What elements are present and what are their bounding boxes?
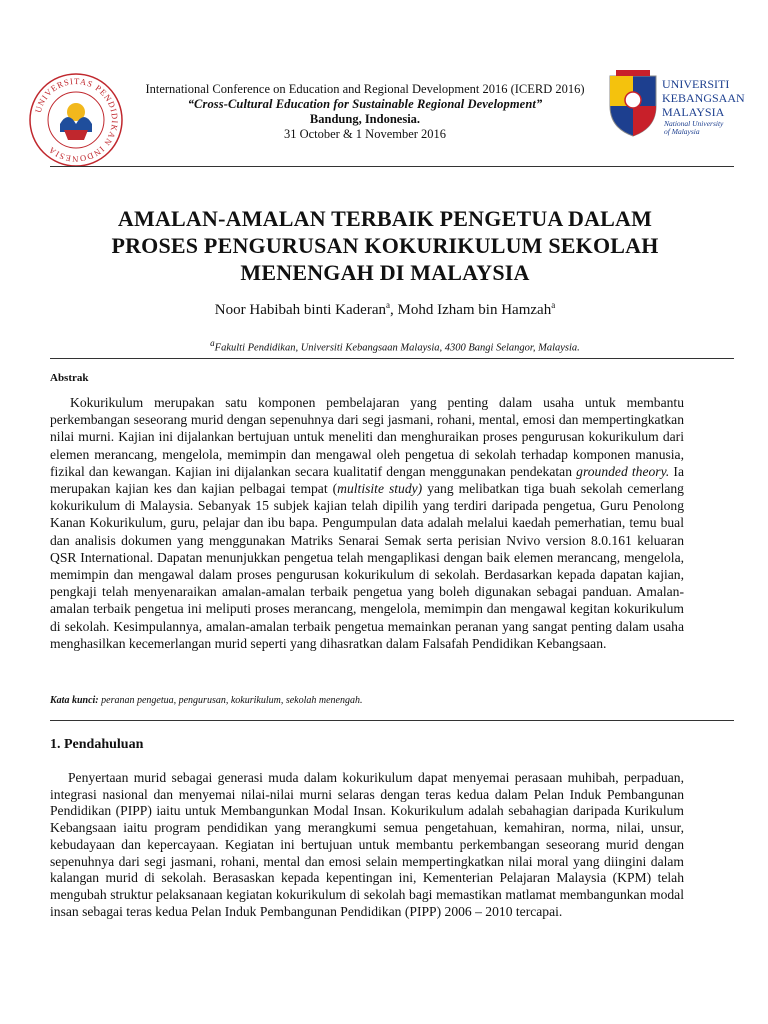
author-separator: , — [389, 302, 398, 318]
ukm-name-line2: KEBANGSAAN — [662, 91, 745, 105]
authors — [40, 300, 730, 319]
upi-logo — [26, 70, 126, 170]
affil-mark: a — [210, 338, 215, 348]
title-line: PROSES PENGURUSAN KOKURIKULUM SEKOLAH — [111, 233, 659, 258]
section-heading: 1. Pendahuluan — [50, 737, 144, 752]
affiliation-text: Fakulti Pendidikan, Universiti Kebangsaan Malaysia, 4300 Bangi Selangor, Malaysia. — [214, 342, 580, 354]
abstract-text: Ia merupakan kajian kes dan kajian pelbagai tempat ( — [50, 463, 684, 497]
conference-location: Bandung, Indonesia. — [309, 112, 421, 126]
abstract-divider — [50, 720, 734, 721]
ukm-crest-icon — [610, 70, 656, 136]
conference-header — [130, 82, 600, 142]
ukm-name-line3: MALAYSIA — [662, 105, 725, 119]
ukm-logo — [606, 70, 756, 140]
header-divider — [50, 166, 734, 167]
title-line: AMALAN-AMALAN TERBAIK PENGETUA DALAM — [117, 206, 653, 231]
affiliation — [40, 338, 750, 354]
keywords-label: Kata kunci: — [50, 695, 99, 706]
abstract-body — [50, 394, 684, 652]
abstract-text: yang melibatkan tiga buah sekolah cemerlang kokurikulum di Malaysia. Sebanyak 15 subjek kajian telah dipilih yang terdiri daripada pengetua, Guru Penolong Kanan Kokurikulum, guru, pelajar dan ibu bapa. Pengumpulan data adalah melalui kaedah pemerhatian, temu bual dan analisis dokumen yang menggunakan Matriks Senarai Semak serta perisian Nvivo version 8.0.161 keluaran QSR International. Dapatan menunjukkan pengetua telah mengaplikasi dengan baik elemen merancang, mengelola, memimpin dan mengawal dalam proses pengurusan kokurikulum di sekolah. Berdasarkan kepada dapatan kajian, pengkaji telah menyenaraikan amalan-amalan terbaik pengetua yang boleh digunakan sebagai panduan. Amalan-amalan terbaik pengetua ini meliputi proses merancang, mengelola, memimpin dan mengawal kegitan kokurikulum di sekolah. Kesimpulannya, amalan-amalan terbaik pengetua memainkan peranan yang sangat penting dalam usaha menghasilkan kecemerlangan murid seperti yang dihasratkan dalam Falsafah Pendidikan Kebangsaan. — [50, 481, 684, 651]
author-name: Noor Habibah binti Kaderan — [214, 302, 386, 318]
abstract-term: multisite study) — [337, 481, 423, 497]
affiliation-divider — [50, 358, 734, 359]
abstract-text: Kokurikulum merupakan satu komponen pembelajaran yang penting dalam usaha untuk membantu perkembangan seseorang murid dengan sepenuhnya dari segi jasmani, rohani, mental, emosi dan mempertingkatkan nilai murni. Kajian ini dijalankan bertujuan untuk meneliti dan menghuraikan proses pengurusan kokurikulum dari elemen merancang, mengelola, memimpin dan mengawal oleh pengetua di sekolah terhadap komponen manusia, fizikal dan kewangan. Kajian ini dijalankan secara kualitatif dengan menggunakan pendekatan — [50, 395, 684, 479]
ukm-name-line1: UNIVERSITI — [662, 77, 730, 91]
paper-title — [40, 205, 730, 286]
title-line: MENENGAH DI MALAYSIA — [240, 260, 530, 285]
abstract-heading: Abstrak — [50, 372, 89, 384]
author-name: Mohd Izham bin Hamzah — [397, 302, 552, 318]
ukm-sub-line1: National University — [664, 119, 724, 128]
conference-name: International Conference on Education and Regional Development 2016 (ICERD 2016) — [145, 82, 585, 96]
conference-theme: “Cross-Cultural Education for Sustainable Regional Development” — [187, 97, 543, 111]
upi-logo-ring-text: UNIVERSITAS PENDIDIKAN INDONESIA — [32, 75, 121, 165]
affil-mark: a — [385, 300, 390, 310]
section-paragraph: Penyertaan murid sebagai generasi muda dalam kokurikulum dapat menyemai perasaan muhibah, perpaduan, integrasi nasional dan menyemai nilai-nilai murni selaras dengan teras kedua dalam Pelan Induk Pembangunan Pendidikan (PIPP) iaitu untuk Membangunkan Modal Insan. Kokurikulum adalah sebahagian daripada Kurikulum Kebangsaan iaitu program pendidikan yang merangkumi semua pengetahuan, kemahiran, norma, nilai, unsur, kebudayaan dan kepercayaan. Kegiatan ini bertujuan untuk membantu perkembangan seseorang murid dengan sepenuhnya dari segi jasmani, rohani, mental dan emosi selain mempertingkatkan nilai moral yang diingini dalam kalangan murid di sekolah. Berasaskan kepada kepentingan ini, Kementerian Pelajaran Malaysia (KPM) telah mengubah struktur pelaksanaan kegiatan kokurikulum di sekolah bagi memastikan matlamat membangunkan modal insan sebagai teras kedua Pelan Induk Pembangunan Pendidikan (PIPP) 2006 – 2010 tercapai. — [50, 770, 684, 919]
keywords-text: peranan pengetua, pengurusan, kokurikulum, sekolah menengah. — [98, 695, 363, 706]
affil-mark: a — [551, 300, 556, 310]
section-body — [50, 770, 684, 920]
abstract-term: grounded theory. — [576, 463, 670, 479]
ukm-sub-line2: of Malaysia — [664, 127, 700, 136]
conference-dates: 31 October & 1 November 2016 — [283, 127, 447, 141]
keywords — [50, 695, 362, 706]
